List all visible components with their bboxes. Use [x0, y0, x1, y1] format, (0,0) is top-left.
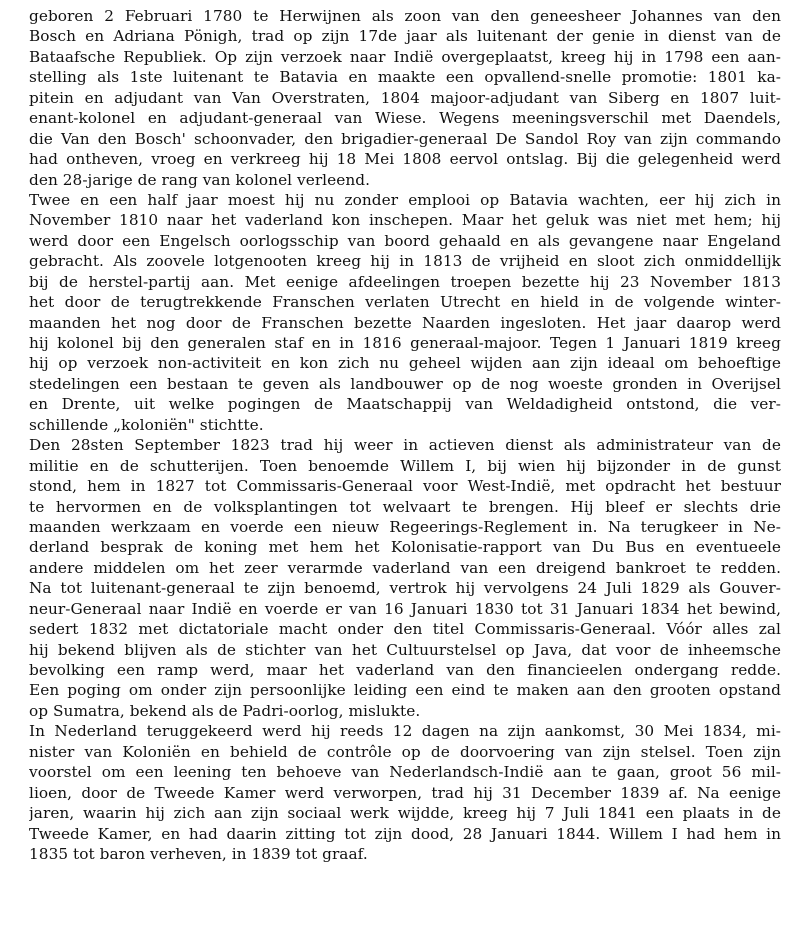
text-line: den 28-jarige de rang van kolonel verleend.	[29, 170, 370, 189]
text-line: enant-kolonel en adjudant-generaal van Wiese. Wegens meeningsverschil met Daendels,	[29, 109, 781, 128]
text-line: nister van Koloniën en behield de contrôle op de doorvoering van zijn stelsel. Toen zijn	[29, 742, 781, 761]
text-line: Bosch en Adriana Pönigh, trad op zijn 17de jaar als luitenant der genie in dienst van de	[29, 27, 781, 46]
text-line: werd door een Engelsch oorlogsschip van boord gehaald en als gevangene naar Engeland	[29, 231, 781, 250]
text-line: die Van den Bosch' schoonvader, den brigadier-generaal De Sandol Roy van zijn commando	[29, 129, 781, 148]
document-page	[29, 6, 781, 864]
text-line: Twee en een half jaar moest hij nu zonder emplooi op Batavia wachten, eer hij zich in	[29, 190, 781, 209]
text-line: militie en de schutterijen. Toen benoemde Willem I, bij wien hij bijzonder in de gunst	[29, 456, 781, 475]
text-line: Na tot luitenant-generaal te zijn benoemd, vertrok hij vervolgens 24 Juli 1829 als Gouver-	[29, 579, 781, 598]
text-line: op Sumatra, bekend als de Padri-oorlog, mislukte.	[29, 701, 421, 720]
text-line: te hervormen en de volksplantingen tot welvaart te brengen. Hij bleef er slechts drie	[29, 497, 781, 516]
text-line: stedelingen een bestaan te geven als landbouwer op de nog woeste gronden in Overijsel	[29, 374, 781, 393]
paragraph-colonial-service	[29, 435, 781, 721]
text-line: neur-Generaal naar Indië en voerde er van 16 Januari 1830 tot 31 Januari 1834 het bewind,	[29, 599, 781, 618]
text-line: schillende „koloniën" stichtte.	[29, 415, 264, 434]
text-line: maanden werkzaam en voerde een nieuw Regeerings-Reglement in. Na terugkeer in Ne-	[29, 517, 781, 536]
text-line: het door de terugtrekkende Franschen verlaten Utrecht en hield in de volgende winter-	[29, 293, 781, 312]
text-line: had ontheven, vroeg en verkreeg hij 18 Mei 1808 eervol ontslag. Bij die gelegenheid werd	[29, 150, 781, 169]
text-line: In Nederland teruggekeerd werd hij reeds 12 dagen na zijn aankomst, 30 Mei 1834, mi-	[29, 722, 781, 741]
text-line: en Drente, uit welke pogingen de Maatschappij van Weldadigheid ontstond, die ver-	[29, 395, 781, 414]
text-line: Den 28sten September 1823 trad hij weer in actieven dienst als administrateur van de	[29, 436, 781, 455]
text-line: Bataafsche Republiek. Op zijn verzoek naar Indië overgeplaatst, kreeg hij in 1798 een aan-	[29, 47, 781, 66]
text-line: bij de herstel-partij aan. Met eenige afdeelingen troepen bezette hij 23 November 1813	[29, 272, 781, 291]
text-line: derland besprak de koning met hem het Kolonisatie-rapport van Du Bus en eventueele	[29, 538, 781, 557]
paragraph-minister-years	[29, 721, 781, 864]
text-line: bevolking een ramp werd, maar het vaderland van den financieelen ondergang redde.	[29, 661, 781, 679]
text-line: andere middelen om het zeer verarmde vaderland van een dreigend bankroet te redden.	[29, 558, 781, 577]
text-line: geboren 2 Februari 1780 te Herwijnen als zoon van den geneesheer Johannes van den	[29, 7, 781, 25]
paragraph-return-to-netherlands	[29, 190, 781, 435]
text-line: maanden het nog door de Franschen bezette Naarden ingesloten. Het jaar daarop werd	[29, 313, 781, 332]
text-line: pitein en adjudant van Van Overstraten, 1804 majoor-adjudant van Siberg en 1807 luit-	[29, 88, 781, 107]
text-line: voorstel om een leening ten behoeve van Nederlandsch-Indië aan te gaan, groot 56 mil-	[29, 763, 781, 782]
text-line: hij kolonel bij den generalen staf en in 1816 generaal-majoor. Tegen 1 Januari 1819 kreeg	[29, 334, 781, 352]
text-line: gebracht. Als zoovele lotgenooten kreeg hij in 1813 de vrijheid en sloot zich onmiddellijk	[29, 252, 781, 271]
text-line: Een poging om onder zijn persoonlijke leiding een eind te maken aan den grooten opstand	[29, 681, 781, 700]
text-line: stond, hem in 1827 tot Commissaris-Generaal voor West-Indië, met opdracht het bestuur	[29, 477, 781, 496]
text-line: sedert 1832 met dictatoriale macht onder den titel Commissaris-Generaal. Vóór alles zal	[29, 620, 781, 639]
text-line: stelling als 1ste luitenant te Batavia en maakte een opvallend-snelle promotie: 1801 ka-	[29, 68, 781, 87]
paragraph-early-career	[29, 6, 781, 190]
text-line: lioen, door de Tweede Kamer werd verworpen, trad hij 31 December 1839 af. Na eenige	[29, 783, 781, 802]
text-line: November 1810 naar het vaderland kon inschepen. Maar het geluk was niet met hem; hij	[29, 211, 781, 230]
text-line: hij op verzoek non-activiteit en kon zich nu geheel wijden aan zijn ideaal om behoeftige	[29, 354, 781, 373]
text-line: jaren, waarin hij zich aan zijn sociaal werk wijdde, kreeg hij 7 Juli 1841 een plaats in de	[29, 804, 781, 823]
text-line: hij bekend blijven als de stichter van het Cultuurstelsel op Java, dat voor de inheemsche	[29, 640, 781, 659]
text-line: 1835 tot baron verheven, in 1839 tot graaf.	[29, 844, 368, 863]
text-line: Tweede Kamer, en had daarin zitting tot zijn dood, 28 Januari 1844. Willem I had hem in	[29, 824, 781, 843]
